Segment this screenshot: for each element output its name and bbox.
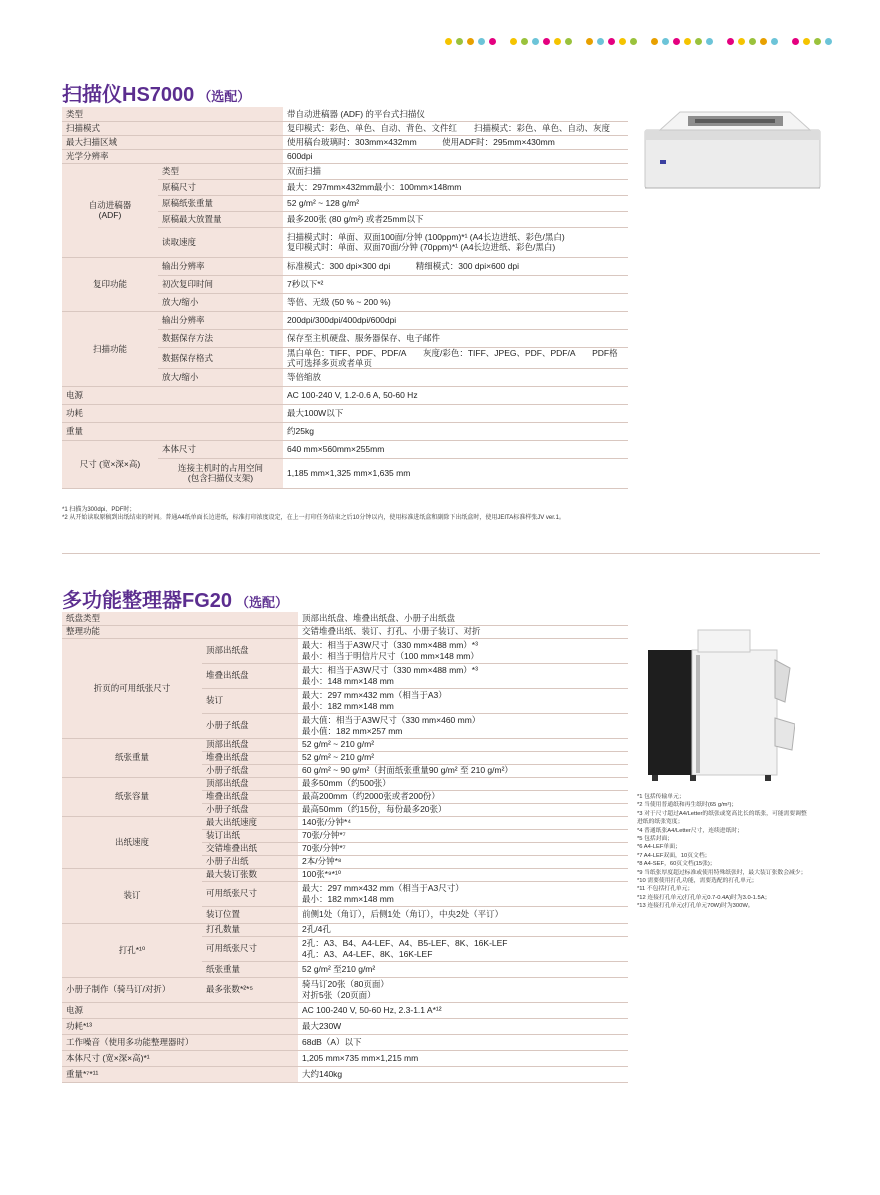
footnote: *1 扫描为300dpi、PDF时； xyxy=(62,507,136,513)
footnote: *7 A4-LEF双面，10页文档； xyxy=(637,852,711,859)
table-row xyxy=(62,1066,628,1082)
spec-value xyxy=(298,638,628,663)
spec-value: 保存至主机硬盘、服务器保存、电子邮件 xyxy=(283,329,628,347)
table-row xyxy=(62,638,628,663)
spec-value-line: 2孔：A3、B4、A4-LEF、A4、B5-LEF、8K、16K-LEF xyxy=(302,938,508,949)
spec-value xyxy=(283,227,628,257)
decorative-dot xyxy=(608,38,615,45)
decorative-dot xyxy=(543,38,550,45)
table-row xyxy=(62,422,628,440)
decorative-dot xyxy=(597,38,604,45)
spec-label: 可用纸张尺寸 xyxy=(202,936,298,961)
spec-label: 类型 xyxy=(62,107,283,121)
decorative-dot xyxy=(706,38,713,45)
spec-label: 最多张数*²*⁵ xyxy=(202,977,298,1002)
spec-label: 本体尺寸 (宽×深×高)*¹ xyxy=(62,1050,298,1066)
spec-label: 电源 xyxy=(62,386,283,404)
spec-value: 最大230W xyxy=(298,1018,628,1034)
decorative-dot xyxy=(825,38,832,45)
table-row xyxy=(62,1034,628,1050)
spec-group-label: 打孔*¹⁰ xyxy=(62,923,202,977)
spec-value: 黑白单色：TIFF、PDF、PDF/A 灰度/彩色：TIFF、JPEG、PDF、PDF/A PDF格式可选择多页或者单页 xyxy=(283,347,628,368)
spec-label: 整理功能 xyxy=(62,625,298,638)
decorative-dot xyxy=(478,38,485,45)
spec-value: 2本/分钟*⁸ xyxy=(298,855,628,868)
spec-value: 100张*⁹*¹⁰ xyxy=(298,868,628,881)
spec-value xyxy=(298,713,628,738)
spec-value xyxy=(298,936,628,961)
spec-value-line: 最小：148 mm×148 mm xyxy=(302,675,394,686)
spec-label: 输出分辨率 xyxy=(158,311,283,329)
spec-value xyxy=(298,881,628,906)
spec-value: 1,185 mm×1,325 mm×1,635 mm xyxy=(283,458,628,488)
spec-label: 装订位置 xyxy=(202,906,298,923)
spec-label: 输出分辨率 xyxy=(158,257,283,275)
section-title-finisher xyxy=(62,584,288,613)
spec-group-label: 自动进稿器 (ADF) xyxy=(62,163,158,257)
table-row xyxy=(62,977,628,1002)
footnote: *5 包括封面； xyxy=(637,835,674,842)
spec-value-line: 4孔：A3、A4-LEF、8K、16K-LEF xyxy=(302,948,433,959)
spec-value: 200dpi/300dpi/400dpi/600dpi xyxy=(283,311,628,329)
spec-label: 堆叠出纸盘 xyxy=(202,790,298,803)
footnote: *2 当使用普通纸和再生纸时(65 g/m²)； xyxy=(637,802,738,809)
decorative-dot xyxy=(532,38,539,45)
spec-value-line: 最小：相当于明信片尺寸（100 mm×148 mm） xyxy=(302,650,479,661)
spec-value xyxy=(298,663,628,688)
scanner-spec-table xyxy=(62,107,628,489)
table-row xyxy=(62,777,628,790)
dot-gap xyxy=(641,38,647,45)
spec-label: 装订 xyxy=(202,688,298,713)
spec-label: 顶部出纸盘 xyxy=(202,738,298,751)
footnote: *9 当纸张厚度超过标准或使用特殊纸张时，最大装订张数会减少； xyxy=(637,869,807,876)
decorative-dot xyxy=(803,38,810,45)
spec-label: 功耗*¹³ xyxy=(62,1018,298,1034)
footnote: *8 A4-SEF，60页文档(15张)； xyxy=(637,861,716,868)
spec-group-label: 折页的可用纸张尺寸 xyxy=(62,638,202,738)
spec-value: 大约140kg xyxy=(298,1066,628,1082)
decorative-dot xyxy=(684,38,691,45)
table-row xyxy=(62,257,628,275)
finisher-subtitle: （选配） xyxy=(236,595,289,610)
spec-value: 70张/分钟*⁷ xyxy=(298,829,628,842)
decorative-dot xyxy=(489,38,496,45)
spec-group-label: 纸张重量 xyxy=(62,738,202,777)
spec-value: 52 g/m² 至210 g/m² xyxy=(298,961,628,977)
table-row xyxy=(62,163,628,179)
decorative-dot xyxy=(814,38,821,45)
spec-value: 最高50mm（约15份，每份最多20张） xyxy=(298,803,628,816)
spec-value: 顶部出纸盘、堆叠出纸盘、小册子出纸盘 xyxy=(298,612,628,625)
decorative-dot xyxy=(565,38,572,45)
decorative-dots xyxy=(445,38,832,45)
spec-label: 装订出纸 xyxy=(202,829,298,842)
table-row xyxy=(62,738,628,751)
spec-label: 放大/缩小 xyxy=(158,293,283,311)
spec-value: 1,205 mm×735 mm×1,215 mm xyxy=(298,1050,628,1066)
footnote: *11 不包括打孔单元； xyxy=(637,886,694,893)
dot-gap xyxy=(500,38,506,45)
spec-value-line: 最大：297 mm×432 mm（相当于A3尺寸） xyxy=(302,883,464,894)
dot-gap xyxy=(717,38,723,45)
spec-value: 最大：297mm×432mm最小：100mm×148mm xyxy=(283,179,628,195)
spec-value: AC 100-240 V, 1.2-0.6 A, 50-60 Hz xyxy=(283,386,628,404)
table-row xyxy=(62,1050,628,1066)
spec-label: 堆叠出纸盘 xyxy=(202,663,298,688)
footnote: *1 包括传输单元； xyxy=(637,794,685,800)
spec-group-label: 纸张容量 xyxy=(62,777,202,816)
spec-label: 光学分辨率 xyxy=(62,149,283,163)
decorative-dot xyxy=(662,38,669,45)
section-title-scanner xyxy=(62,78,250,107)
spec-group-label: 复印功能 xyxy=(62,257,158,311)
table-row xyxy=(62,868,628,881)
table-row xyxy=(62,440,628,458)
spec-label: 交错堆叠出纸 xyxy=(202,842,298,855)
spec-value: AC 100-240 V, 50-60 Hz, 2.3-1.1 A*¹² xyxy=(298,1002,628,1018)
decorative-dot xyxy=(445,38,452,45)
decorative-dot xyxy=(586,38,593,45)
spec-label: 最大装订张数 xyxy=(202,868,298,881)
spec-value: 最大100W以下 xyxy=(283,404,628,422)
finisher-spec-table xyxy=(62,612,628,1083)
spec-value-line: 复印模式时：单面、双面70面/分钟 (70ppm)*¹ (A4长边进纸、彩色/黑白) xyxy=(287,242,556,252)
table-row xyxy=(62,107,628,121)
footnote: *13 连接打孔单元(打孔单元70W)时为300W。 xyxy=(637,903,754,910)
spec-label: 读取速度 xyxy=(158,227,283,257)
decorative-dot xyxy=(727,38,734,45)
spec-value: 使用稿台玻璃时：303mm×432mm 使用ADF时：295mm×430mm xyxy=(283,135,628,149)
decorative-dot xyxy=(619,38,626,45)
decorative-dot xyxy=(456,38,463,45)
spec-value-line: 骑马订20张（80页面） xyxy=(302,979,389,990)
spec-value: 52 g/m² ~ 210 g/m² xyxy=(298,738,628,751)
spec-group-label: 装订 xyxy=(62,868,202,923)
table-row xyxy=(62,1018,628,1034)
footnote: *3 对于尺寸超过A4/Letter的纸张或宽高比长的纸张，可能需要调整进纸的纸张宽度； xyxy=(637,810,807,826)
spec-value-line: 最小：182 mm×148 mm xyxy=(302,700,394,711)
spec-label: 小册子纸盘 xyxy=(202,713,298,738)
finisher-title: 多功能整理器FG20 xyxy=(62,590,233,612)
spec-value-line: 最小值：182 mm×257 mm xyxy=(302,725,403,736)
dot-gap xyxy=(782,38,788,45)
spec-value: 7秒以下*² xyxy=(283,275,628,293)
spec-label: 原稿纸张重量 xyxy=(158,195,283,211)
spec-value-line: 最小：182 mm×148 mm xyxy=(302,893,394,904)
spec-value-line: 扫描模式时：单面、双面100面/分钟 (100ppm)*¹ (A4长边进纸、彩色/黑白) xyxy=(287,231,565,242)
decorative-dot xyxy=(630,38,637,45)
spec-value: 70张/分钟*⁷ xyxy=(298,842,628,855)
section-divider xyxy=(62,553,820,554)
table-row xyxy=(62,404,628,422)
spec-value: 68dB（A）以下 xyxy=(298,1034,628,1050)
decorative-dot xyxy=(510,38,517,45)
decorative-dot xyxy=(792,38,799,45)
spec-value: 带自动进稿器 (ADF) 的平台式扫描仪 xyxy=(283,107,628,121)
spec-label: 原稿最大放置量 xyxy=(158,211,283,227)
footnote: *4 普通纸张A4/Letter尺寸，连续进纸时； xyxy=(637,827,743,834)
decorative-dot xyxy=(738,38,745,45)
footnote: *6 A4-LEF单面； xyxy=(637,844,681,851)
spec-group-label: 尺寸 (宽×深×高) xyxy=(62,440,158,488)
footnote: *12 连接打孔单元(打孔单元0.7-0.4A)时为3.0-1.5A； xyxy=(637,894,771,901)
spec-value-line: 对折5张（20页面） xyxy=(302,989,376,1000)
spec-label: 顶部出纸盘 xyxy=(202,638,298,663)
finisher-image xyxy=(640,610,795,785)
spec-label: 数据保存方法 xyxy=(158,329,283,347)
spec-value: 等倍缩放 xyxy=(283,368,628,386)
spec-label: 顶部出纸盘 xyxy=(202,777,298,790)
spec-value: 140张/分钟*⁴ xyxy=(298,816,628,829)
spec-label: 功耗 xyxy=(62,404,283,422)
scanner-title: 扫描仪HS7000 xyxy=(62,84,195,106)
scanner-subtitle: （选配） xyxy=(198,89,251,104)
table-row xyxy=(62,386,628,404)
spec-value: 等倍、无级 (50 % ~ 200 %) xyxy=(283,293,628,311)
decorative-dot xyxy=(651,38,658,45)
spec-value: 600dpi xyxy=(283,149,628,163)
spec-label: 重量*⁷*¹¹ xyxy=(62,1066,298,1082)
spec-label: 电源 xyxy=(62,1002,298,1018)
scanner-footnotes xyxy=(62,506,822,522)
spec-value: 640 mm×560mm×255mm xyxy=(283,440,628,458)
spec-value: 最多50mm（约500张） xyxy=(298,777,628,790)
decorative-dot xyxy=(673,38,680,45)
table-row xyxy=(62,612,628,625)
table-row xyxy=(62,149,628,163)
spec-value: 最多200张 (80 g/m²) 或者25mm以下 xyxy=(283,211,628,227)
spec-group-label: 小册子制作（骑马订/对折） xyxy=(62,977,202,1002)
table-row xyxy=(62,625,628,638)
table-row xyxy=(62,923,628,936)
spec-label: 堆叠出纸盘 xyxy=(202,751,298,764)
spec-value: 60 g/m² ~ 90 g/m²（封面纸张重量90 g/m² 至 210 g/m²） xyxy=(298,764,628,777)
spec-label: 纸张重量 xyxy=(202,961,298,977)
spec-value xyxy=(298,977,628,1002)
spec-group-label: 出纸速度 xyxy=(62,816,202,868)
spec-label: 小册子纸盘 xyxy=(202,803,298,816)
spec-label: 纸盘类型 xyxy=(62,612,298,625)
spec-value: 52 g/m² ~ 128 g/m² xyxy=(283,195,628,211)
spec-value: 约25kg xyxy=(283,422,628,440)
spec-label: 连接主机时的占用空间 (包含扫描仪支架) xyxy=(158,458,283,488)
spec-label: 扫描模式 xyxy=(62,121,283,135)
spec-label: 重量 xyxy=(62,422,283,440)
table-row xyxy=(62,816,628,829)
spec-group-label: 扫描功能 xyxy=(62,311,158,386)
spec-label: 本体尺寸 xyxy=(158,440,283,458)
spec-value: 2孔/4孔 xyxy=(298,923,628,936)
spec-value: 标准模式：300 dpi×300 dpi 精细模式：300 dpi×600 dpi xyxy=(283,257,628,275)
finisher-footnotes xyxy=(637,793,812,910)
decorative-dot xyxy=(695,38,702,45)
spec-value-line: 最大：相当于A3W尺寸（330 mm×488 mm）*³ xyxy=(302,640,478,651)
footnote: *2 从开始读取原稿到出纸结束的时间。普通A4纸单面长边进纸，标准打印浓度设定，在上一打印任务结束之后10分钟以内，使用标准进纸盒和副除下出纸盒时，使用JEITA标准样张JV ver.1。 xyxy=(62,515,565,522)
spec-value: 最高200mm（约2000张或者200份） xyxy=(298,790,628,803)
decorative-dot xyxy=(749,38,756,45)
spec-label: 工作噪音（使用多功能整理器时） xyxy=(62,1034,298,1050)
scanner-image xyxy=(640,100,825,195)
spec-label: 最大出纸速度 xyxy=(202,816,298,829)
spec-label: 初次复印时间 xyxy=(158,275,283,293)
spec-label: 小册子出纸 xyxy=(202,855,298,868)
spec-value-line: 最大值：相当于A3W尺寸（330 mm×460 mm） xyxy=(302,715,481,726)
dot-gap xyxy=(576,38,582,45)
spec-label: 原稿尺寸 xyxy=(158,179,283,195)
table-row xyxy=(62,311,628,329)
spec-label: 打孔数量 xyxy=(202,923,298,936)
spec-label: 数据保存格式 xyxy=(158,347,283,368)
table-row xyxy=(62,135,628,149)
spec-value-line: 最大：297 mm×432 mm（相当于A3） xyxy=(302,690,447,701)
decorative-dot xyxy=(554,38,561,45)
spec-label: 放大/缩小 xyxy=(158,368,283,386)
spec-label: 可用纸张尺寸 xyxy=(202,881,298,906)
spec-value: 交错堆叠出纸、装订、打孔、小册子装订、对折 xyxy=(298,625,628,638)
spec-label: 最大扫描区域 xyxy=(62,135,283,149)
decorative-dot xyxy=(760,38,767,45)
table-row xyxy=(62,121,628,135)
footnote: *10 需要使用打孔功能，需要选配的打孔单元； xyxy=(637,877,758,884)
spec-value: 复印模式：彩色、单色、自动、背色、文件红 扫描模式：彩色、单色、自动、灰度 xyxy=(283,121,628,135)
spec-label: 类型 xyxy=(158,163,283,179)
decorative-dot xyxy=(771,38,778,45)
decorative-dot xyxy=(467,38,474,45)
spec-value-line: 最大：相当于A3W尺寸（330 mm×488 mm）*³ xyxy=(302,665,478,676)
spec-value: 前侧1处（角订），后侧1处（角订），中央2处（平订） xyxy=(298,906,628,923)
decorative-dot xyxy=(521,38,528,45)
spec-value: 双面扫描 xyxy=(283,163,628,179)
spec-label: 小册子纸盘 xyxy=(202,764,298,777)
spec-value: 52 g/m² ~ 210 g/m² xyxy=(298,751,628,764)
table-row xyxy=(62,1002,628,1018)
spec-value xyxy=(298,688,628,713)
